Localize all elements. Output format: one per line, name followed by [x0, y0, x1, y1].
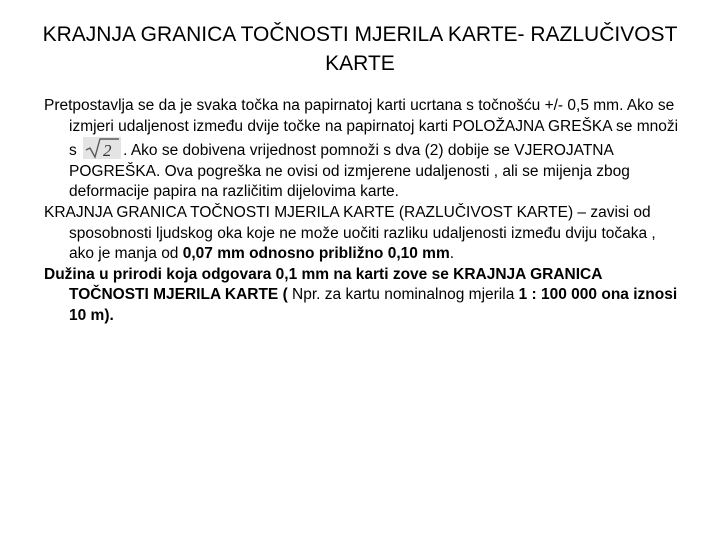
paragraph-2-bold-value: 0,07 mm odnosno približno 0,10 mm [182, 245, 450, 263]
paragraph-1-text-b: . Ako se dobivena vrijednost pomnoži s dva (2) dobije se VJEROJATNA POGREŠKA. Ova pogreška ne ovisi od izmjerene udaljenosti , ali se mijenja zbog deformacije papira na različitim dijelovima karte. [69, 142, 630, 201]
paragraph-resolution [44, 203, 680, 265]
paragraph-1-text-a: Pretpostavlja se da je svaka točka na papirnatoj karti ucrtana s točnošću +/- 0,5 mm. Ako se izmjeri udaljenost između dvije točke na papirnatoj karti POLOŽAJNA GREŠKA se množi s [44, 97, 679, 160]
paragraph-3-text: Npr. za kartu nominalnog mjerila [287, 286, 519, 304]
paragraph-2-text-end: . [449, 245, 455, 263]
sqrt-radicand: 2 [103, 141, 112, 160]
slide-body [44, 96, 680, 327]
paragraph-3-bold-b: 1 : 100 000 ona iznosi 10 m). [69, 286, 678, 324]
paragraph-positional-error [44, 96, 680, 203]
sqrt-two-formula [83, 137, 121, 159]
paragraph-2-text-a: KRAJNJA GRANICA TOČNOSTI MJERILA KARTE (RAZLUČIVOST KARTE) – zavisi od sposobnosti ljudskog oka koje ne može uočiti razliku udaljenosti između dviju točaka , ako je manja od [44, 203, 656, 263]
slide-title: KRAJNJA GRANICA TOČNOSTI MJERILA KARTE- RAZLUČIVOST KARTE [42, 23, 678, 75]
paragraph-definition [44, 265, 680, 327]
paragraph-3-bold-a: Dužina u prirodi koja odgovara 0,1 mm na karti zove se KRAJNJA GRANICA TOČNOSTI MJERILA KARTE ( [44, 265, 602, 304]
